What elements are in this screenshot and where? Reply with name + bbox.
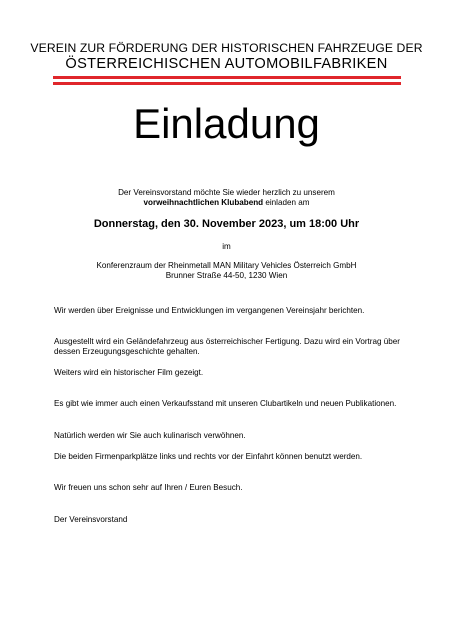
paragraph-sales-stand: Es gibt wie immer auch einen Verkaufsstand mit unseren Clubartikeln und neuen Publikationen. [54, 399, 397, 408]
intro-line2 [0, 198, 453, 208]
event-name: vorweihnachtlichen Klubabend [143, 198, 264, 207]
association-name-line1: VEREIN ZUR FÖRDERUNG DER HISTORISCHEN FAHRZEUGE DER [30, 41, 423, 55]
im-word: im [222, 242, 231, 251]
venue-line2: Brunner Straße 44-50, 1230 Wien [165, 271, 288, 280]
paragraph-parking: Die beiden Firmenparkplätze links und rechts vor der Einfahrt können benutzt werden. [54, 452, 363, 461]
paragraph-catering: Natürlich werden wir Sie auch kulinarisch verwöhnen. [54, 431, 246, 440]
header-rule-bottom [53, 82, 401, 85]
venue-line1: Konferenzraum der Rheinmetall MAN Military Vehicles Österreich GmbH [96, 261, 357, 270]
event-date: Donnerstag, den 30. November 2023, um 18:00 Uhr [93, 218, 360, 230]
intro-line2-rest: einladen am [263, 198, 310, 207]
association-name-line2: ÖSTERREICHISCHEN AUTOMOBILFABRIKEN [65, 56, 388, 72]
intro-line1: Der Vereinsvorstand möchte Sie wieder herzlich zu unserem [118, 188, 335, 197]
paragraph-exhibit: Ausgestellt wird ein Geländefahrzeug aus österreichischer Fertigung. Dazu wird ein Vortrag über dessen Erzeugungsgeschichte gehalten. [54, 337, 400, 357]
paragraph-report: Wir werden über Ereignisse und Entwicklungen im vergangenen Vereinsjahr berichten. [54, 306, 365, 315]
header-rule-top [53, 76, 401, 79]
paragraph-film: Weiters wird ein historischer Film gezeigt. [54, 368, 204, 377]
paragraph-closing: Wir freuen uns schon sehr auf Ihren / Euren Besuch. [54, 483, 243, 492]
page-title: Einladung [133, 100, 320, 147]
signature: Der Vereinsvorstand [54, 515, 128, 524]
